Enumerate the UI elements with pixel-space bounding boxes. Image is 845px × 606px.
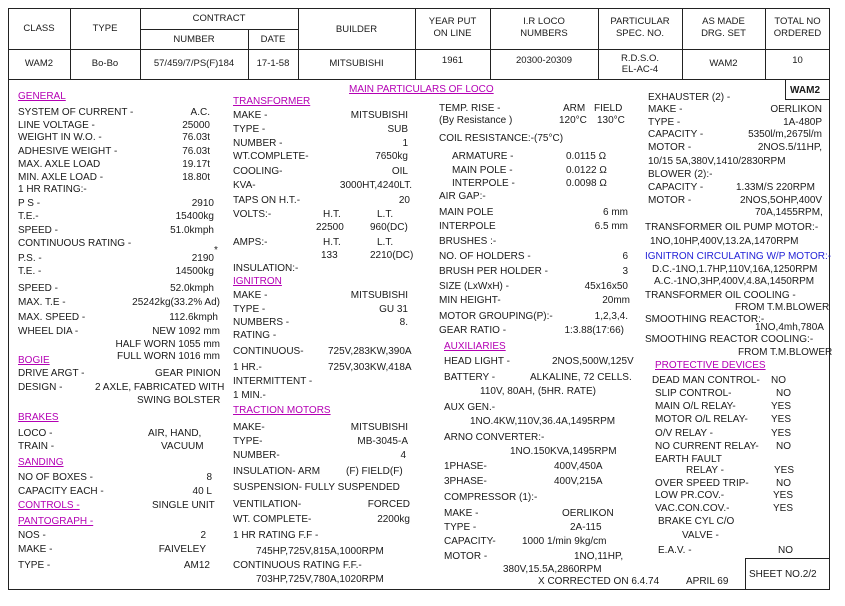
spec-value: 1NO.4KW,110V,36.4A,1495RPM bbox=[470, 416, 616, 427]
spec-value: 14500kg bbox=[175, 266, 214, 277]
spec-value: MITSUBISHI bbox=[350, 422, 408, 433]
spec-value: 2 bbox=[200, 530, 206, 541]
spec-label: MOTOR - bbox=[648, 195, 692, 206]
spec-value: 8 bbox=[206, 472, 212, 483]
spec-value: 5350l/m,2675l/m bbox=[748, 129, 822, 140]
spec-value: 1NO,4mh,780A bbox=[755, 322, 824, 333]
spec-label: MAX. SPEED - bbox=[18, 312, 86, 323]
year-value: 1961 bbox=[441, 55, 464, 66]
spec-label: CAPACITY- bbox=[444, 536, 496, 547]
header-contract-label: CONTRACT bbox=[192, 13, 246, 24]
spec-label: NUMBERS - bbox=[233, 317, 290, 328]
section-bogie: BOGIE bbox=[18, 355, 50, 366]
spec-label: BLOWER (2):- bbox=[648, 169, 713, 180]
spec-label: VENTILATION- bbox=[233, 499, 302, 510]
section-auxiliaries: AUXILIARIES bbox=[444, 341, 506, 352]
spec-value: 2910 bbox=[191, 198, 214, 209]
header-divider bbox=[8, 49, 830, 50]
spec-label: TYPE- bbox=[233, 436, 263, 447]
spec-label: MAX. AXLE LOAD bbox=[18, 159, 101, 170]
spec-value: 1 bbox=[402, 138, 408, 149]
spec-label: INTERMITTENT - bbox=[233, 376, 313, 387]
spec-label: MAIN POLE bbox=[439, 207, 494, 218]
spec-value: 0.0098 Ω bbox=[566, 178, 607, 189]
spec-value: 70A,1455RPM, bbox=[755, 207, 823, 218]
spec-value: HALF WORN 1055 mm bbox=[115, 339, 220, 350]
spec-value: 25000 bbox=[182, 120, 210, 131]
spec-label: SMOOTHING REACTOR COOLING:- bbox=[645, 334, 814, 345]
spec-label: COIL RESISTANCE:-(75°C) bbox=[439, 133, 564, 144]
spec-label: COOLING- bbox=[233, 166, 283, 177]
spec-label: 1 MIN.- bbox=[233, 390, 266, 401]
spec-label: VALVE - bbox=[682, 530, 719, 541]
spec-label: RELAY - bbox=[686, 465, 724, 476]
spec-label: MIN HEIGHT- bbox=[439, 295, 501, 306]
spec-value: 130°C bbox=[597, 115, 625, 126]
spec-value: A.C.-1NO,3HP,400V,4.8A,1450RPM bbox=[654, 276, 815, 287]
spec-label: (By Resistance ) bbox=[439, 115, 513, 126]
spec-value: OERLIKON bbox=[562, 508, 614, 519]
spec-value: MITSUBISHI bbox=[350, 290, 408, 301]
spec-value: 2190 bbox=[191, 253, 214, 264]
spec-label: WT.COMPLETE- bbox=[233, 151, 309, 162]
spec-label: MOTOR GROUPING(P):- bbox=[439, 311, 553, 322]
type-value: Bo-Bo bbox=[91, 58, 119, 69]
spec-label: AUX GEN.- bbox=[444, 402, 496, 413]
spec-label: NUMBER - bbox=[233, 138, 283, 149]
spec-label: BATTERY - bbox=[444, 372, 496, 383]
spec-value: GU 31 bbox=[379, 304, 408, 315]
spec-label: CONTINUOUS RATING F.F.- bbox=[233, 560, 362, 571]
builder-value: MITSUBISHI bbox=[329, 58, 384, 69]
spec-label: SUSPENSION- FULLY SUSPENDED bbox=[233, 482, 400, 493]
spec-label: CAPACITY EACH - bbox=[18, 486, 104, 497]
spec-value: 2NOS.5/11HP, bbox=[757, 142, 822, 153]
spec-value: YES bbox=[771, 414, 792, 425]
spec-value: 18.80t bbox=[182, 172, 210, 183]
spec-value: 52.0kmph bbox=[170, 283, 214, 294]
spec-label: ARMATURE - bbox=[452, 151, 514, 162]
header-number-label: NUMBER bbox=[173, 34, 215, 45]
spec-label: DESIGN - bbox=[18, 382, 63, 393]
spec-label: BRUSHES :- bbox=[439, 236, 497, 247]
class-value: WAM2 bbox=[24, 58, 54, 69]
spec-value: 1.33M/S 220RPM bbox=[736, 182, 815, 193]
spec-label: NO OF BOXES - bbox=[18, 472, 94, 483]
spec-label: DRIVE ARGT - bbox=[18, 368, 85, 379]
spec-label: O/V RELAY - bbox=[655, 428, 713, 439]
sheet-number: SHEET NO.2/2 bbox=[749, 569, 817, 580]
spec-value: 4 bbox=[400, 450, 406, 461]
spec-value: 0.0122 Ω bbox=[566, 165, 607, 176]
section-pantograph: PANTOGRAPH - bbox=[18, 516, 94, 527]
spec-label: MOTOR - bbox=[444, 551, 488, 562]
spec-value: FROM T.M.BLOWER bbox=[735, 302, 830, 313]
header-ir-label2: NUMBERS bbox=[520, 28, 568, 39]
spec-label: MOTOR O/L RELAY- bbox=[655, 414, 748, 425]
spec-value: 725V,303KW,418A bbox=[328, 362, 412, 373]
spec-value: AM12 bbox=[183, 560, 210, 571]
spec-value: 19.17t bbox=[182, 159, 210, 170]
spec-label: INTERPOLE - bbox=[452, 178, 515, 189]
spec-value: OIL bbox=[391, 166, 408, 177]
spec-value: 8. bbox=[399, 317, 408, 328]
spec-label: MAKE - bbox=[648, 104, 683, 115]
spec-label: NUMBER- bbox=[233, 450, 280, 461]
lt-label: L.T. bbox=[377, 237, 394, 248]
contract-date-value: 17-1-58 bbox=[256, 58, 290, 69]
section-brakes: BRAKES bbox=[18, 412, 59, 423]
spec-label: WHEEL DIA - bbox=[18, 326, 79, 337]
spec-label: AMPS:- bbox=[233, 237, 268, 248]
spec-label: TRAIN - bbox=[18, 441, 55, 452]
spec-label: LINE VOLTAGE - bbox=[18, 120, 95, 131]
spec-value: YES bbox=[771, 428, 792, 439]
spec-value: 15400kg bbox=[175, 211, 214, 222]
header-builder-label: BUILDER bbox=[335, 24, 378, 35]
spec-value: MB-3045-A bbox=[357, 436, 408, 447]
spec-value: 2NOS,5OHP,400V bbox=[740, 195, 823, 206]
header-spec-label2: SPEC. NO. bbox=[615, 28, 665, 39]
spec-label: TYPE - bbox=[648, 117, 681, 128]
spec-value: FULL WORN 1016 mm bbox=[117, 351, 220, 362]
spec-value: 133 bbox=[321, 250, 338, 261]
spec-value: NO bbox=[778, 545, 793, 556]
spec-label: MOTOR - bbox=[648, 142, 692, 153]
spec-label: ARNO CONVERTER:- bbox=[444, 432, 545, 443]
spec-value: 51.0kmph bbox=[170, 225, 214, 236]
spec-label: FIELD bbox=[594, 103, 623, 114]
spec-value: NO bbox=[776, 388, 791, 399]
ir-numbers-value: 20300-20309 bbox=[516, 55, 572, 66]
spec-label: EARTH FAULT bbox=[655, 454, 722, 465]
spec-value: FAIVELEY bbox=[158, 544, 206, 555]
spec-value: 703HP,725V,780A,1020RPM bbox=[256, 574, 384, 585]
spec-label: HEAD LIGHT - bbox=[444, 356, 510, 367]
spec-label: GEAR RATIO - bbox=[439, 325, 507, 336]
spec-value: AIR, HAND, bbox=[148, 428, 202, 439]
spec-label: 3PHASE- bbox=[444, 476, 487, 487]
spec-value: 7650kg bbox=[375, 151, 408, 162]
spec-value: 2A-115 bbox=[570, 522, 602, 533]
spec-value: 25242kg(33.2% Ad) bbox=[132, 297, 220, 308]
spec-label: NO CURRENT RELAY- bbox=[655, 441, 759, 452]
spec-value: 22500 bbox=[316, 222, 344, 233]
spec-value: 20mm bbox=[602, 295, 630, 306]
contract-number-value: 57/459/7/PS(F)184 bbox=[153, 58, 235, 69]
spec-label: NOS - bbox=[18, 530, 46, 541]
spec-value: SINGLE UNIT bbox=[152, 500, 215, 511]
header-class-label: CLASS bbox=[23, 23, 55, 34]
spec-label: NO. OF HOLDERS - bbox=[439, 251, 531, 262]
spec-value: 20 bbox=[398, 195, 410, 206]
spec-label: WEIGHT IN W.O. - bbox=[18, 132, 102, 143]
spec-value: 380V,15.5A,2860RPM bbox=[503, 564, 602, 575]
spec-value: GEAR PINION bbox=[155, 368, 221, 379]
spec-value: A.C. bbox=[190, 107, 210, 118]
spec-value: 112.6kmph bbox=[169, 312, 218, 323]
spec-value: NEW 1092 mm bbox=[152, 326, 220, 337]
spec-value: 76.03t bbox=[182, 132, 210, 143]
spec-value: ALKALINE, 72 CELLS. bbox=[530, 372, 632, 383]
spec-value: YES bbox=[774, 465, 795, 476]
section-traction-motors: TRACTION MOTORS bbox=[233, 405, 331, 416]
spec-label: 1PHASE- bbox=[444, 461, 487, 472]
spec-value: 1:3.88(17:66) bbox=[564, 325, 624, 336]
spec-value: 10/15 5A,380V,1410/2830RPM bbox=[648, 156, 786, 167]
header-drg-label: AS MADE bbox=[702, 16, 745, 27]
spec-value: 2200kg bbox=[377, 514, 410, 525]
spec-value: VACUUM bbox=[161, 441, 204, 452]
spec-value: 40 L bbox=[192, 486, 212, 497]
spec-label: 1 HR RATING F.F - bbox=[233, 530, 319, 541]
tag-box-line bbox=[785, 99, 830, 100]
spec-value: MITSUBISHI bbox=[350, 110, 408, 121]
spec-label: P.S. - bbox=[18, 253, 42, 264]
spec-label: TYPE - bbox=[233, 124, 266, 135]
spec-label: CAPACITY - bbox=[648, 129, 704, 140]
spec-label: SPEED - bbox=[18, 283, 59, 294]
contract-subline bbox=[140, 29, 298, 30]
spec-value: FROM T.M.BLOWER bbox=[738, 347, 833, 358]
header-spec-label: PARTICULAR bbox=[610, 16, 670, 27]
spec-label: MAKE - bbox=[444, 508, 479, 519]
spec-value: 6 mm bbox=[603, 207, 628, 218]
lt-label: L.T. bbox=[377, 209, 394, 220]
spec-label: BRAKE CYL C/O bbox=[658, 516, 735, 527]
spec-label: MAIN O/L RELAY- bbox=[655, 401, 736, 412]
spec-value: 1NO.150KVA,1495RPM bbox=[510, 446, 617, 457]
spec-value: 400V,450A bbox=[554, 461, 603, 472]
spec-label: BRUSH PER HOLDER - bbox=[439, 266, 548, 277]
header-year-label2: ON LINE bbox=[433, 28, 472, 39]
section-ignitron: IGNITRON bbox=[233, 276, 282, 287]
spec-value: 3 bbox=[622, 266, 628, 277]
class-tag: WAM2 bbox=[790, 85, 820, 96]
spec-value: YES bbox=[773, 490, 794, 501]
section-controls: CONTROLS - bbox=[18, 500, 80, 511]
spec-label: IGNITRON CIRCULATING W/P MOTOR:- bbox=[645, 251, 832, 262]
spec-value: 6 bbox=[622, 251, 628, 262]
section-protective-devices: PROTECTIVE DEVICES bbox=[655, 360, 766, 371]
spec-label: CONTINUOUS- bbox=[233, 346, 304, 357]
spec-value: 2210(DC) bbox=[370, 250, 414, 261]
header-year-label: YEAR PUT bbox=[428, 16, 477, 27]
spec-value: YES bbox=[773, 503, 794, 514]
spec-label: CAPACITY - bbox=[648, 182, 704, 193]
total-ordered-value: 10 bbox=[792, 55, 803, 66]
spec-value: SUB bbox=[387, 124, 408, 135]
spec-label: MAKE - bbox=[233, 290, 268, 301]
section-sanding: SANDING bbox=[18, 457, 64, 468]
drg-set-value: WAM2 bbox=[709, 58, 738, 69]
spec-value: FORCED bbox=[367, 499, 410, 510]
spec-label: KVA- bbox=[233, 180, 256, 191]
spec-label: TYPE - bbox=[444, 522, 477, 533]
spec-label: TEMP. RISE - bbox=[439, 103, 501, 114]
spec-value: 1,2,3,4. bbox=[594, 311, 628, 322]
spec-value: OERLIKON bbox=[770, 104, 822, 115]
spec-value: 45x16x50 bbox=[584, 281, 628, 292]
ht-label: H.T. bbox=[323, 237, 341, 248]
spec-label: OVER SPEED TRIP- bbox=[655, 478, 749, 489]
spec-label: T.E. - bbox=[18, 266, 42, 277]
continuous-rating: CONTINUOUS RATING - bbox=[18, 238, 132, 249]
spec-label: VAC.CON.COV.- bbox=[655, 503, 730, 514]
spec-value: (F) FIELD(F) bbox=[346, 466, 403, 477]
spec-label: 1 HR.- bbox=[233, 362, 262, 373]
correction-note: X CORRECTED ON 6.4.74 bbox=[538, 576, 660, 587]
spec-label: MAX. T.E - bbox=[18, 297, 66, 308]
spec-label: MAKE- bbox=[233, 422, 265, 433]
header-date-label: DATE bbox=[260, 34, 286, 45]
spec-value: 3000HT,4240LT. bbox=[339, 180, 412, 191]
spec-label: TAPS ON H.T.- bbox=[233, 195, 301, 206]
spec-label: P S - bbox=[18, 198, 41, 209]
spec-label: VOLTS:- bbox=[233, 209, 272, 220]
spec-label: MAIN POLE - bbox=[452, 165, 513, 176]
spec-value: R.D.S.O. bbox=[620, 53, 659, 64]
header-total-label: TOTAL NO bbox=[774, 16, 821, 27]
spec-label: INSULATION:- bbox=[233, 263, 299, 274]
spec-label: SIZE (LxWxH) - bbox=[439, 281, 509, 292]
header-bottom-line bbox=[8, 79, 830, 80]
spec-label: LOW PR.COV.- bbox=[655, 490, 725, 501]
spec-label: ARM bbox=[563, 103, 586, 114]
spec-label: RATING - bbox=[233, 330, 277, 341]
section-general: GENERAL bbox=[18, 91, 66, 102]
spec-label: INSULATION- ARM bbox=[233, 466, 321, 477]
spec-label: COMPRESSOR (1):- bbox=[444, 492, 538, 503]
spec-value: 0.0115 Ω bbox=[566, 151, 607, 162]
spec-value: D.C.-1NO,1.7HP,110V,16A,1250RPM bbox=[652, 264, 818, 275]
drawing-date: APRIL 69 bbox=[686, 576, 729, 587]
spec-label: TYPE - bbox=[233, 304, 266, 315]
spec-label: TYPE - bbox=[18, 560, 51, 571]
header-total-label2: ORDERED bbox=[773, 28, 822, 39]
spec-value: 76.03t bbox=[182, 146, 210, 157]
ht-label: H.T. bbox=[323, 209, 341, 220]
main-title: MAIN PARTICULARS OF LOCO bbox=[349, 84, 494, 95]
spec-label: LOCO - bbox=[18, 428, 53, 439]
spec-value: 120°C bbox=[559, 115, 587, 126]
spec-label: SPEED - bbox=[18, 225, 59, 236]
correction-star: * bbox=[214, 245, 218, 256]
tag-box-line bbox=[785, 79, 786, 99]
header-type-label: TYPE bbox=[92, 23, 118, 34]
spec-value: 2NOS,500W,125V bbox=[552, 356, 634, 367]
spec-value: 725V,283KW,390A bbox=[328, 346, 412, 357]
spec-label: SLIP CONTROL- bbox=[655, 388, 732, 399]
sheet-box-line bbox=[745, 558, 830, 559]
spec-label: AIR GAP:- bbox=[439, 191, 486, 202]
spec-label: INTERPOLE bbox=[439, 221, 496, 232]
spec-value: 400V,215A bbox=[554, 476, 603, 487]
sheet-box-line bbox=[745, 558, 746, 590]
spec-label: ADHESIVE WEIGHT - bbox=[18, 146, 118, 157]
spec-value: NO bbox=[771, 375, 786, 386]
header-drg-label2: DRG. SET bbox=[701, 28, 746, 39]
spec-label: E.A.V. - bbox=[658, 545, 692, 556]
spec-label: EXHAUSTER (2) - bbox=[648, 92, 731, 103]
spec-value: 745HP,725V,815A,1000RPM bbox=[256, 546, 384, 557]
spec-value: 960(DC) bbox=[370, 222, 408, 233]
spec-value: 2 AXLE, FABRICATED WITH bbox=[95, 382, 225, 393]
spec-label: MAKE - bbox=[18, 544, 53, 555]
spec-label: TRANSFORMER OIL PUMP MOTOR:- bbox=[645, 222, 819, 233]
spec-value: SWING BOLSTER bbox=[137, 395, 221, 406]
spec-value: NO bbox=[776, 478, 791, 489]
spec-label: SYSTEM OF CURRENT - bbox=[18, 107, 134, 118]
section-transformer: TRANSFORMER bbox=[233, 96, 311, 107]
spec-value: 110V, 80AH, (5HR. RATE) bbox=[480, 386, 596, 397]
spec-label: T.E.- bbox=[18, 211, 39, 222]
spec-value: 1000 1/min 9kg/cm bbox=[522, 536, 607, 547]
spec-label: DEAD MAN CONTROL- bbox=[652, 375, 760, 386]
spec-label: MIN. AXLE LOAD - bbox=[18, 172, 104, 183]
spec-label: TRANSFORMER OIL COOLING - bbox=[645, 290, 796, 301]
spec-label: MAKE - bbox=[233, 110, 268, 121]
spec-value: 6.5 mm bbox=[594, 221, 628, 232]
spec-value: YES bbox=[771, 401, 792, 412]
one-hr-rating: 1 HR RATING:- bbox=[18, 184, 87, 195]
spec-value: 1NO,10HP,400V,13.2A,1470RPM bbox=[650, 236, 799, 247]
spec-label: WT. COMPLETE- bbox=[233, 514, 312, 525]
header-ir-label: I.R LOCO bbox=[523, 16, 565, 27]
spec-value: NO bbox=[776, 441, 791, 452]
spec-value2: EL-AC-4 bbox=[621, 64, 659, 75]
spec-label: SMOOTHING REACTOR:- bbox=[645, 314, 765, 325]
spec-value: 1NO,11HP, bbox=[574, 551, 624, 562]
spec-value: 1A-480P bbox=[783, 117, 822, 128]
